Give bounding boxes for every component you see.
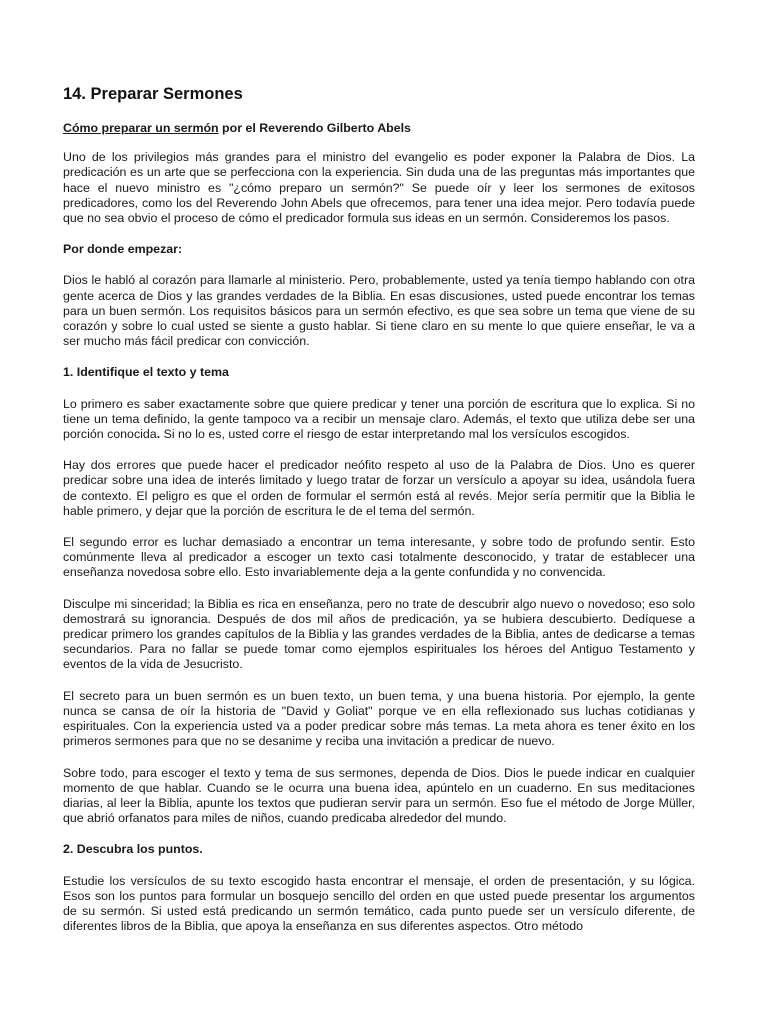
- paragraph-sincerity: Disculpe mi sinceridad; la Biblia es rica en enseñanza, pero no trate de descubrir algo nuevo o novedoso; eso solo demostrará su ignorancia. Después de dos mil años de predicación, ya se hubiera descubierto. Dedíquese a predicar primero los grandes capítulos de la Biblia y las grandes verdades de la Biblia, antes de dedicarse a temas secundarios. Para no fallar se puede tomar como ejemplos espirituales los héroes del Antiguo Testamento y eventos de la vida de Jesucristo.: [63, 596, 695, 672]
- paragraph-secret: El secreto para un buen sermón es un buen texto, un buen tema, y una buena historia. Por ejemplo, la gente nunca se cansa de oír la historia de "David y Goliat" porque ve en ella reflexionado sus luchas cotidianas y espirituales. Con la experiencia usted va a poder predicar sobre más temas. La meta ahora es tener éxito en los primeros sermones para que no se desanime y reciba una invitación a predicar de nuevo.: [63, 688, 695, 749]
- section-heading-text-theme: 1. Identifique el texto y tema: [63, 365, 229, 380]
- section-heading-points: 2. Descubra los puntos.: [63, 842, 203, 857]
- paragraph-text-theme: [63, 397, 695, 443]
- page-title: 14. Preparar Sermones: [63, 85, 243, 103]
- paragraph-text-theme-part2: Si no lo es, usted corre el riesgo de estar interpretando mal los versículos escogidos.: [160, 427, 630, 442]
- subtitle-author: por el Reverendo Gilberto Abels: [218, 121, 411, 135]
- paragraph-points: Estudie los versículos de su texto escogido hasta encontrar el mensaje, el orden de presentación, y su lógica. Esos son los puntos para formular un bosquejo sencillo del orden en que usted puede presentar los argumentos de su sermón. Si usted está predicando un sermón temático, cada punto puede ser un versículo diferente, de diferentes libros de la Biblia, que apoya la enseñanza en sus diferentes aspectos. Otro método: [63, 873, 695, 934]
- paragraph-calling: Dios le habló al corazón para llamarle al ministerio. Pero, probablemente, usted ya tenía tiempo hablando con otra gente acerca de Dios y las grandes verdades de la Biblia. En esas discusiones, usted puede encontrar los temas para un buen sermón. Los requisitos básicos para un sermón efectivo, es que sea sobre un tema que viene de su corazón y sobre lo cual usted se siente a gusto hablar. Si tiene claro en su mente lo que quiere enseñar, le va a ser mucho más fácil predicar con convicción.: [63, 273, 695, 349]
- paragraph-two-errors: Hay dos errores que puede hacer el predicador neófito respeto al uso de la Palabra de Dios. Uno es querer predicar sobre una idea de interés limitado y luego tratar de forzar un versículo a apoyar su idea, usándola fuera de contexto. El peligro es que el orden de formular el sermón está al revés. Mejor sería permitir que la Biblia le hable primero, y dejar que la porción de escritura le de el tema del sermón.: [63, 458, 695, 518]
- paragraph-intro: Uno de los privilegios más grandes para el ministro del evangelio es poder exponer la Palabra de Dios. La predicación es un arte que se perfecciona con la experiencia. Sin duda una de las preguntas más importantes que hace el nuevo ministro es "¿cómo preparo un sermón?" Se puede oír y leer los sermones de exitosos predicadores, como los del Reverendo John Abels que ofrecemos, para tener una idea mejor. Pero todavía puede que no sea obvio el proceso de cómo el predicador formula sus ideas en un sermón. Consideremos los pasos.: [63, 150, 695, 226]
- paragraph-depend-god: Sobre todo, para escoger el texto y tema de sus sermones, dependa de Dios. Dios le puede indicar en cualquier momento de que hablar. Cuando se le ocurra una buena idea, apúntelo en un cuaderno. En sus meditaciones diarias, al leer la Biblia, apunte los textos que pudieran servir para un sermón. Eso fue el método de Jorge Müller, que abrió orfanatos para miles de niños, cuando predicaba alrededor del mundo.: [63, 765, 695, 826]
- paragraph-second-error: El segundo error es luchar demasiado a encontrar un tema interesante, y sobre todo de profundo sentir. Esto comúnmente lleva al predicador a escoger un texto casi totalmente desconocido, y tratar de establecer una enseñanza novedosa sobre ello. Esto invariablemente deja a la gente confundida y no convencida.: [63, 535, 695, 580]
- document-page: [63, 84, 695, 950]
- article-subtitle: [63, 121, 695, 136]
- paragraph-text-theme-period: .: [156, 427, 161, 442]
- subtitle-underlined: Cómo preparar un sermón: [63, 121, 219, 135]
- paragraph-text-theme-part1: Lo primero es saber exactamente sobre que quiere predicar y tener una porción de escritura que lo explica. Si no tiene un tema definido, la gente tampoco va a recibir un mensaje claro. Además, el texto que utiliza debe ser una porción conocida: [63, 396, 695, 442]
- section-heading-start: Por donde empezar:: [63, 242, 183, 257]
